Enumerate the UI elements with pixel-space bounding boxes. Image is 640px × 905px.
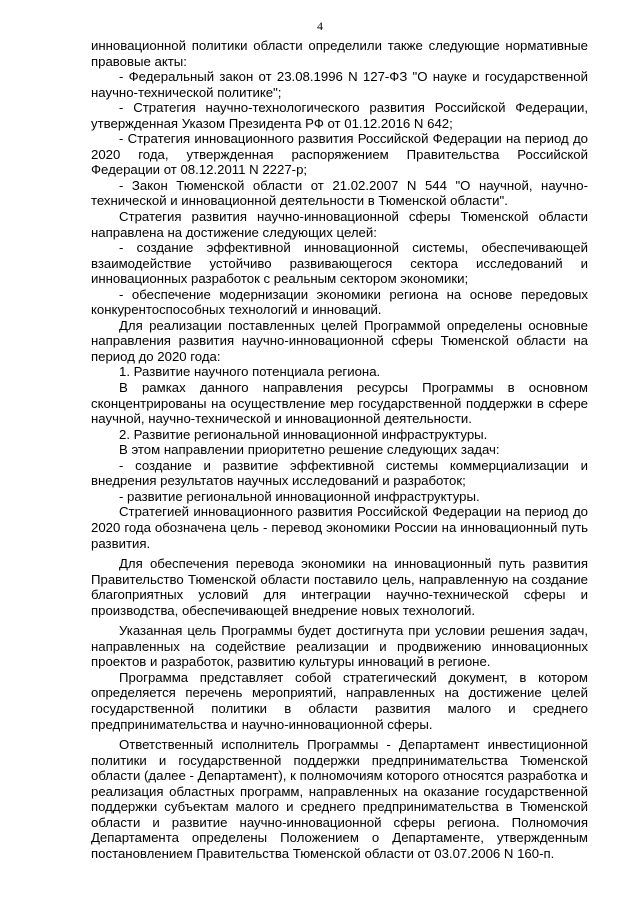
paragraph-federal-goal: Стратегией инновационного развития Российской Федерации на период до 2020 года обозначена цель - перевод экономики России на инновационный путь развития. xyxy=(91,504,588,551)
paragraph-intro-continued: инновационной политики области определили также следующие нормативные правовые акты: xyxy=(91,38,588,69)
paragraph-goal-achievement: Указанная цель Программы будет достигнута при условии решения задач, направленных на содействие реализации и продвижению инновационных проектов и разработок, развитию культуры инноваций в регионе. xyxy=(91,623,588,670)
paragraph-direction-2-tasks: В этом направлении приоритетно решение следующих задач: xyxy=(119,442,500,458)
paragraph-goal-modernization: - обеспечение модернизации экономики региона на основе передовых конкурентоспособных технологий и инноваций. xyxy=(91,286,588,318)
paragraph-regional-goal: Для обеспечения перевода экономики на инновационный путь развития Правительство Тюменской области поставило цель, направленную на создание благоприятных условий для интеграции научно-технической сферы и производства, обеспечивающей внедрение новых технологий. xyxy=(91,556,588,618)
paragraph-tech-strategy: - Стратегия научно-технологического развития Российской Федерации, утвержденная Указом Президента РФ от 01.12.2016 N 642; xyxy=(91,100,588,131)
page-number: 4 xyxy=(317,19,323,33)
paragraph-task-infrastructure: - развитие региональной инновационной инфраструктуры. xyxy=(119,488,480,504)
paragraph-direction-1: 1. Развитие научного потенциала региона. xyxy=(119,364,381,380)
paragraph-federal-law: - Федеральный закон от 23.08.1996 N 127-ФЗ "О науке и государственной научно-технической политике"; xyxy=(91,69,588,100)
paragraph-goal-system: - создание эффективной инновационной системы, обеспечивающей взаимодействие устойчиво развивающегося сектора исследований и инновационных разработок с реальным сектором экономики; xyxy=(91,240,588,287)
paragraph-responsible-executor: Ответственный исполнитель Программы - Департамент инвестиционной политики и государственной поддержки предпринимательства Тюменской области (далее - Департамент), к полномочиям которого относятся разработка и реализация областных программ, направленных на оказание государственной поддержки субъектам малого и среднего предпринимательства в Тюменской области и развитие научно-инновационной сферы региона. Полномочия Департамента определены Положением о Департаменте, утвержденным постановлением Правительства Тюменской области от 03.07.2006 N 160-п. xyxy=(91,737,588,861)
paragraph-direction-1-details: В рамках данного направления ресурсы Программы в основном сконцентрированы на осуществление мер государственной поддержки в сфере научной, научно-технической и инновационной деятельности. xyxy=(91,380,588,427)
paragraph-program-document: Программа представляет собой стратегический документ, в котором определяется перечень мероприятий, направленных на достижение целей государственной политики в области развития малого и среднего предпринимательства и научно-инновационной сферы. xyxy=(91,669,588,732)
paragraph-directions: Для реализации поставленных целей Программой определены основные направления развития научно-инновационной сферы Тюменской области на период до 2020 года: xyxy=(91,317,588,364)
paragraph-direction-2: 2. Развитие региональной инновационной инфраструктуры. xyxy=(119,426,488,442)
document-body xyxy=(91,38,588,861)
paragraph-strategy-goals: Стратегия развития научно-инновационной сферы Тюменской области направлена на достижение следующих целей: xyxy=(91,209,588,240)
paragraph-regional-law: - Закон Тюменской области от 21.02.2007 N 544 "О научной, научно-технической и инновационной деятельности в Тюменской области". xyxy=(91,177,588,209)
paragraph-innovation-strategy: - Стратегия инновационного развития Российской Федерации на период до 2020 года, утвержденная распоряжением Правительства Российской Федерации от 08.12.2011 N 2227-р; xyxy=(91,131,588,178)
paragraph-task-commercialization: - создание и развитие эффективной системы коммерциализации и внедрения результатов научных исследований и разработок; xyxy=(91,457,588,489)
